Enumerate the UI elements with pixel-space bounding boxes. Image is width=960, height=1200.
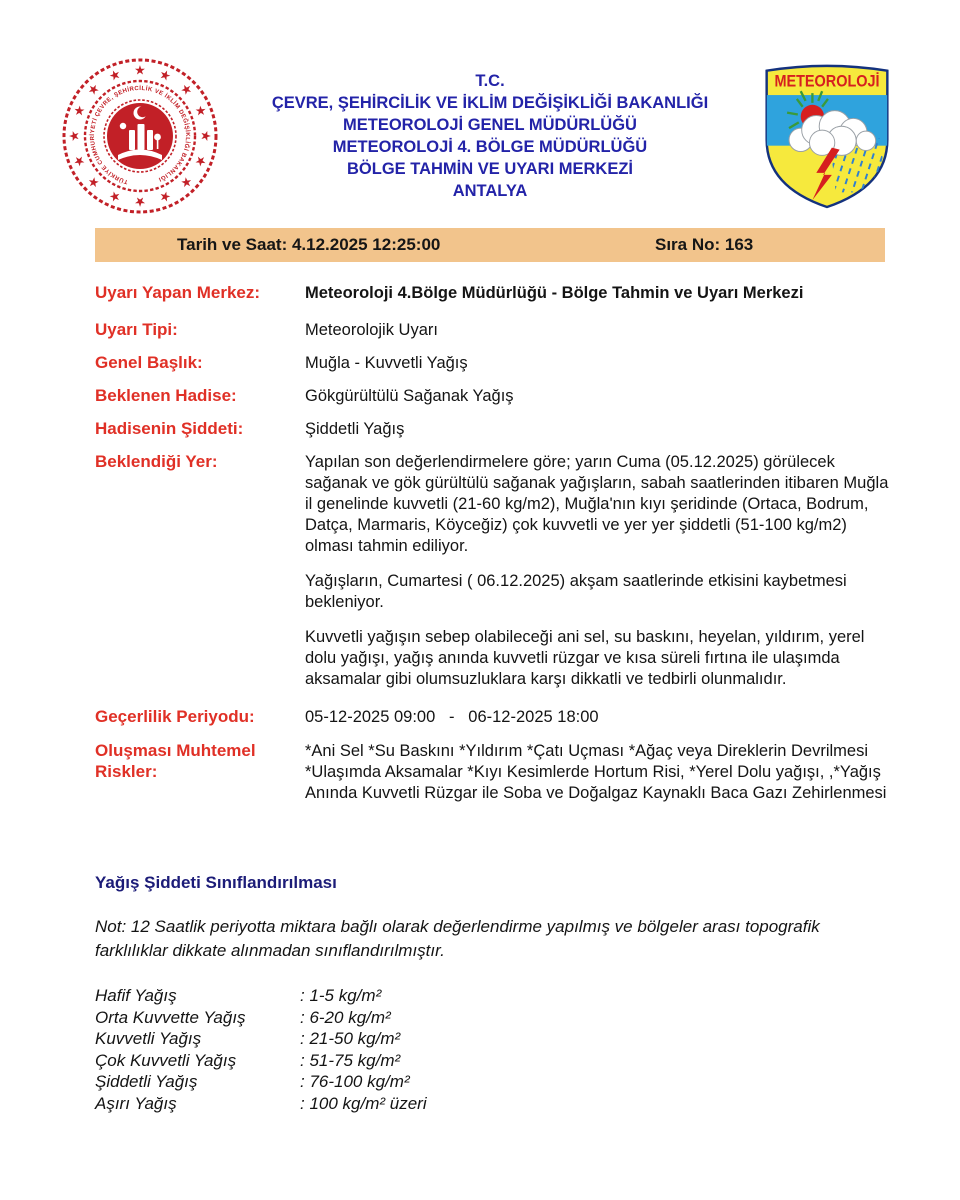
info-bar	[95, 228, 885, 262]
svg-text:★: ★	[157, 187, 174, 207]
forecast-paragraph-3: Kuvvetli yağışın sebep olabileceği ani sel, su baskını, heyelan, yıldırım, yerel dolu yağışı, yağış anında kuvvetli rüzgar ve kısa süreli fırtına ile ulaşımda aksamalar gibi olumsuzluklara karşı dikkatli ve tedbirli olunmalıdır.	[305, 628, 865, 688]
issuing-center-label: Uyarı Yapan Merkez:	[95, 283, 261, 302]
field-row-event-severity	[95, 418, 897, 440]
expected-location-label: Beklendiği Yer:	[95, 452, 218, 471]
header-line-warning-center: BÖLGE TAHMİN VE UYARI MERKEZİ	[346, 160, 634, 178]
classification-row-extreme	[95, 1093, 895, 1115]
general-title-value: Muğla - Kuvvetli Yağış	[305, 354, 468, 372]
forecast-paragraph-2: Yağışların, Cumartesi ( 06.12.2025) akşam saatlerinde etkisini kaybetmesi bekleniyor.	[305, 572, 847, 611]
meteorology-logo-label: METEOROLOJİ	[774, 71, 880, 91]
header-title-block	[230, 56, 750, 202]
classification-row-heavy	[95, 1028, 895, 1050]
warning-type-value: Meteorolojik Uyarı	[305, 321, 438, 339]
validity-period-value: 05-12-2025 09:00 - 06-12-2025 18:00	[305, 708, 599, 726]
svg-text:★: ★	[83, 173, 103, 193]
header-line-city: ANTALYA	[452, 182, 528, 200]
svg-text:★: ★	[157, 65, 174, 85]
svg-text:★: ★	[177, 173, 197, 193]
seal-circular-text: TÜRKİYE CUMHURİYETİ ÇEVRE, ŞEHİRCİLİK VE İKLİM DEĞİŞİKLİĞİ BAKANLIĞI	[89, 85, 191, 185]
field-row-general-title	[95, 352, 897, 374]
light-rain-label: Hafif Yağış	[95, 986, 177, 1005]
classification-list	[95, 985, 895, 1114]
ministry-seal-svg	[60, 56, 220, 216]
svg-text:★: ★	[66, 130, 82, 142]
forecast-paragraph-1: Yapılan son değerlendirmelere göre; yarın Cuma (05.12.2025) görülecek sağanak ve gök gürültülü sağanak yağışların, sabah saatlerinden itibaren Muğla il genelinde kuvvetli (21-60 kg/m2), Muğla'nın kıyı şeridinde (Ortaca, Bodrum, Datça, Marmaris, Köyceğiz) çok kuvvetli ve yer yer şiddetli (51-100 kg/m2) olması tahmin ediliyor.	[305, 453, 889, 555]
svg-text:★: ★	[191, 102, 211, 119]
very-heavy-rain-label: Çok Kuvvetli Yağış	[95, 1050, 237, 1070]
field-row-expected-event	[95, 385, 897, 407]
very-heavy-rain-range: : 51-75 kg/m²	[300, 1050, 401, 1070]
header	[60, 56, 900, 216]
classification-title: Yağış Şiddeti Sınıflandırılması	[95, 873, 337, 892]
rain-intensity-classification	[95, 873, 895, 1114]
severe-rain-label: Şiddetli Yağış	[95, 1072, 198, 1091]
svg-text:★: ★	[134, 194, 146, 210]
svg-text:★: ★	[106, 65, 123, 85]
classification-row-light	[95, 985, 895, 1007]
svg-text:★: ★	[83, 79, 103, 99]
moderate-rain-label: Orta Kuvvette Yağış	[95, 1007, 246, 1027]
header-line-regional-directorate: METEOROLOJİ 4. BÖLGE MÜDÜRLÜĞÜ	[332, 138, 648, 156]
field-row-validity-period	[95, 706, 897, 728]
expected-location-value	[305, 451, 897, 690]
field-row-issuing-center	[95, 282, 897, 304]
header-line-general-directorate: METEOROLOJİ GENEL MÜDÜRLÜĞÜ	[343, 116, 637, 134]
possible-risks-value: *Ani Sel *Su Baskını *Yıldırım *Çatı Uçması *Ağaç veya Direklerin Devrilmesi *Ulaşımda Aksamalar *Kıyı Kesimlerde Hortum Risi, *Yerel Dolu yağışı, ,*Yağış Anında Kuvvetli Rüzgar ile Soba ve Doğalgaz Kaynaklı Baca Gazı Zehirlenmesi	[305, 742, 887, 802]
field-row-expected-location	[95, 451, 897, 690]
classification-row-severe	[95, 1071, 895, 1093]
meteorology-shield-svg	[754, 56, 900, 212]
event-severity-label: Hadisenin Şiddeti:	[95, 419, 244, 438]
svg-text:★: ★	[198, 130, 214, 142]
extreme-rain-label: Aşırı Yağış	[95, 1093, 177, 1113]
svg-text:★: ★	[177, 79, 197, 99]
warning-type-label: Uyarı Tipi:	[95, 320, 178, 339]
svg-text:★: ★	[69, 153, 89, 170]
general-title-label: Genel Başlık:	[95, 353, 203, 372]
severe-rain-range: : 76-100 kg/m²	[300, 1072, 410, 1091]
field-row-possible-risks	[95, 740, 897, 804]
ministry-seal-icon	[60, 56, 230, 216]
moderate-rain-range: : 6-20 kg/m²	[300, 1007, 391, 1027]
serial-number-value: Sıra No: 163	[655, 235, 754, 254]
field-row-warning-type	[95, 319, 897, 341]
classification-row-moderate	[95, 1007, 895, 1029]
warning-fields	[95, 282, 897, 815]
heavy-rain-range: : 21-50 kg/m²	[300, 1029, 401, 1048]
validity-period-label: Geçerlilik Periyodu:	[95, 707, 255, 726]
heavy-rain-label: Kuvvetli Yağış	[95, 1029, 202, 1048]
svg-text:★: ★	[69, 102, 89, 119]
possible-risks-label: Oluşması Muhtemel Riskler:	[95, 741, 256, 781]
extreme-rain-range: : 100 kg/m² üzeri	[300, 1093, 427, 1113]
light-rain-range: : 1-5 kg/m²	[300, 986, 382, 1005]
meteorology-logo-icon	[750, 56, 900, 212]
svg-text:★: ★	[106, 187, 123, 207]
event-severity-value: Şiddetli Yağış	[305, 420, 405, 438]
date-time-value: Tarih ve Saat: 4.12.2025 12:25:00	[177, 235, 441, 254]
header-line-ministry: ÇEVRE, ŞEHİRCİLİK VE İKLİM DEĞİŞİKLİĞİ BAKANLIĞI	[271, 94, 709, 112]
classification-row-very-heavy	[95, 1050, 895, 1072]
expected-event-value: Gökgürültülü Sağanak Yağış	[305, 387, 514, 405]
expected-event-label: Beklenen Hadise:	[95, 386, 237, 405]
header-line-tc: T.C.	[475, 72, 505, 90]
classification-note: Not: 12 Saatlik periyotta miktara bağlı olarak değerlendirme yapılmış ve bölgeler arası topografik farklılıklar dikkate alınmadan sınıflandırılmıştır.	[95, 917, 820, 960]
svg-text:★: ★	[191, 153, 211, 170]
svg-text:★: ★	[134, 62, 146, 78]
issuing-center-value: Meteoroloji 4.Bölge Müdürlüğü - Bölge Tahmin ve Uyarı Merkezi	[305, 284, 804, 302]
